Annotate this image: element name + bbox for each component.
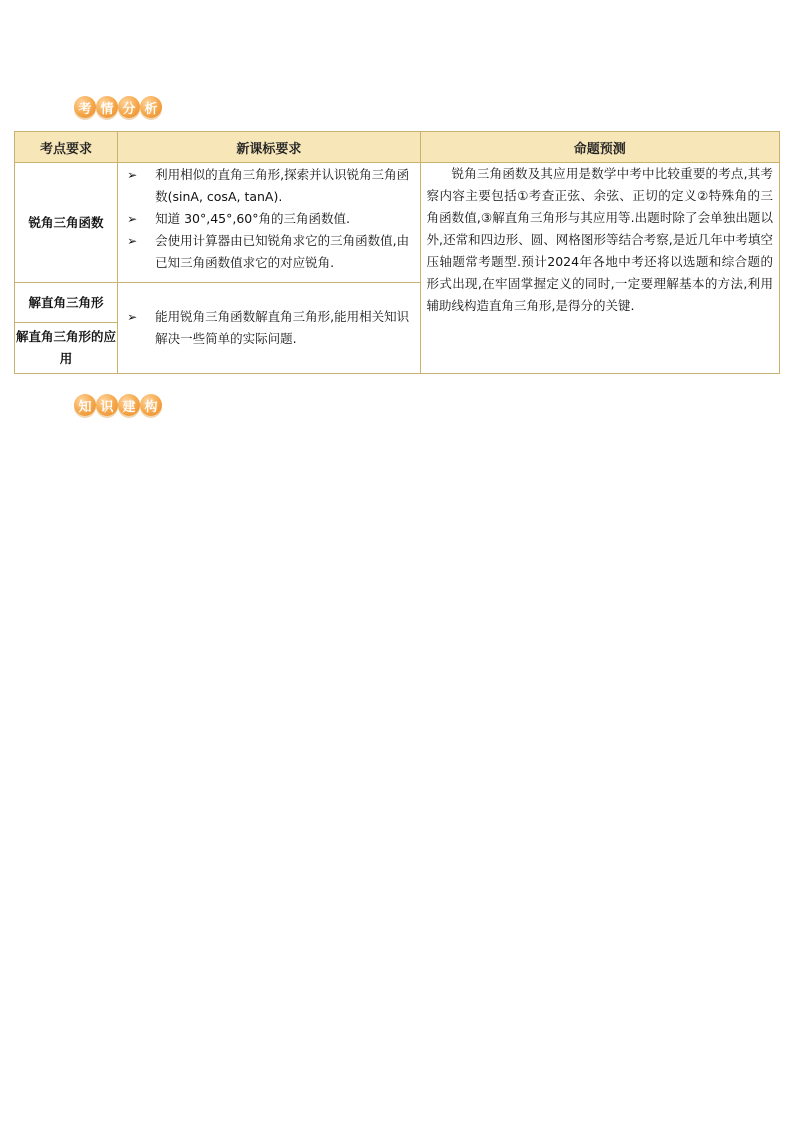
list-item: ➢ 利用相似的直角三角形,探索并认识锐角三角函数(sinA, cosA, tanA). xyxy=(121,164,412,208)
arrow-bullet-icon: ➢ xyxy=(127,234,138,248)
arrow-bullet-icon: ➢ xyxy=(127,212,138,226)
header-badge: 识 xyxy=(96,394,118,416)
header-badge: 考 xyxy=(74,96,96,118)
section-header-knowledge-structure xyxy=(74,394,162,416)
table-row xyxy=(15,163,780,283)
topic-cell: 锐角三角函数 xyxy=(15,163,118,283)
arrow-bullet-icon: ➢ xyxy=(127,310,138,324)
requirements-table xyxy=(14,131,780,374)
topic-cell: 解直角三角形 xyxy=(15,283,118,323)
column-header: 新课标要求 xyxy=(118,132,420,163)
header-badge: 分 xyxy=(118,96,140,118)
header-badge: 情 xyxy=(96,96,118,118)
column-header: 命题预测 xyxy=(420,132,779,163)
prediction-cell: 锐角三角函数及其应用是数学中考中比较重要的考点,其考察内容主要包括①考查正弦、余弦、正切的定义②特殊角的三角函数值,③解直角三角形与其应用等.出题时除了会单独出题以外,还常和四边形、圆、网格图形等结合考察,是近几年中考填空压轴题常考题型.预计2024年各地中考还将以选题和综合题的形式出现,在牢固掌握定义的同时,一定要理解基本的方法,利用辅助线构造直角三角形,是得分的关键. xyxy=(420,163,779,374)
column-header: 考点要求 xyxy=(15,132,118,163)
list-item: ➢ 能用锐角三角函数解直角三角形,能用相关知识解决一些简单的实际问题. xyxy=(121,306,412,350)
requirements-list xyxy=(119,306,418,350)
requirements-list xyxy=(119,164,418,274)
header-badge: 析 xyxy=(140,96,162,118)
requirements-cell xyxy=(118,163,420,283)
header-badge: 知 xyxy=(74,394,96,416)
arrow-bullet-icon: ➢ xyxy=(127,168,138,182)
requirements-cell xyxy=(118,283,420,374)
list-item: ➢ 会使用计算器由已知锐角求它的三角函数值,由已知三角函数值求它的对应锐角. xyxy=(121,230,412,274)
header-badge: 建 xyxy=(118,394,140,416)
section-header-exam-analysis xyxy=(74,96,162,118)
topic-cell: 解直角三角形的应用 xyxy=(15,323,118,374)
table-header-row xyxy=(15,132,780,163)
header-badge: 构 xyxy=(140,394,162,416)
list-item: ➢ 知道 30°,45°,60°角的三角函数值. xyxy=(121,208,412,230)
